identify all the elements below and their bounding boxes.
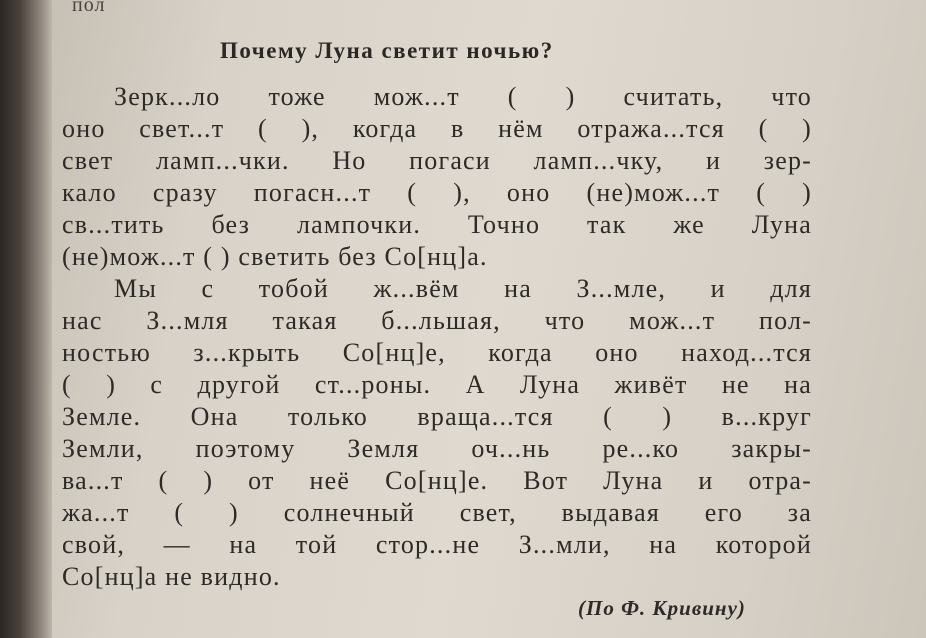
text-line: ( ) с другой ст...роны. А Луна живёт не на [62,370,812,399]
text-line: свет ламп...чки. Но погаси ламп...чку, и зер- [62,146,812,175]
text-line: Мы с тобой ж...вём на З...мле, и для [114,274,812,303]
author-attribution: (По Ф. Кривину) [578,596,746,620]
page-title: Почему Луна светит ночью? [220,38,554,63]
text-line: св...тить без лампочки. Точно так же Луна [62,210,812,239]
book-spine-shadow [0,0,52,638]
text-line: ва...т ( ) от неё Со[нц]е. Вот Луна и отра- [62,466,812,495]
previous-text-fragment: пол [72,0,106,16]
text-line: Со[нц]а не видно. [62,562,281,591]
text-line: (не)мож...т ( ) светить без Со[нц]а. [62,242,488,271]
text-line: Земле. Она только враща...тся ( ) в...круг [62,402,812,431]
text-line: Зерк...ло тоже мож...т ( ) считать, что [114,82,812,111]
text-line: свой, — на той стор...не З...мли, на которой [62,530,812,559]
textbook-page [52,0,926,638]
text-line: кало сразу погасн...т ( ), оно (не)мож...т ( ) [62,178,812,207]
text-line: Земли, поэтому Земля оч...нь ре...ко закры- [62,434,812,463]
text-line: нас З...мля такая б...льшая, что мож...т пол- [62,306,812,335]
text-line: оно свет...т ( ), когда в нём отража...тся ( ) [62,114,812,143]
text-line: ностью з...крыть Со[нц]е, когда оно наход...тся [62,338,812,367]
text-line: жа...т ( ) солнечный свет, выдавая его за [62,498,812,527]
